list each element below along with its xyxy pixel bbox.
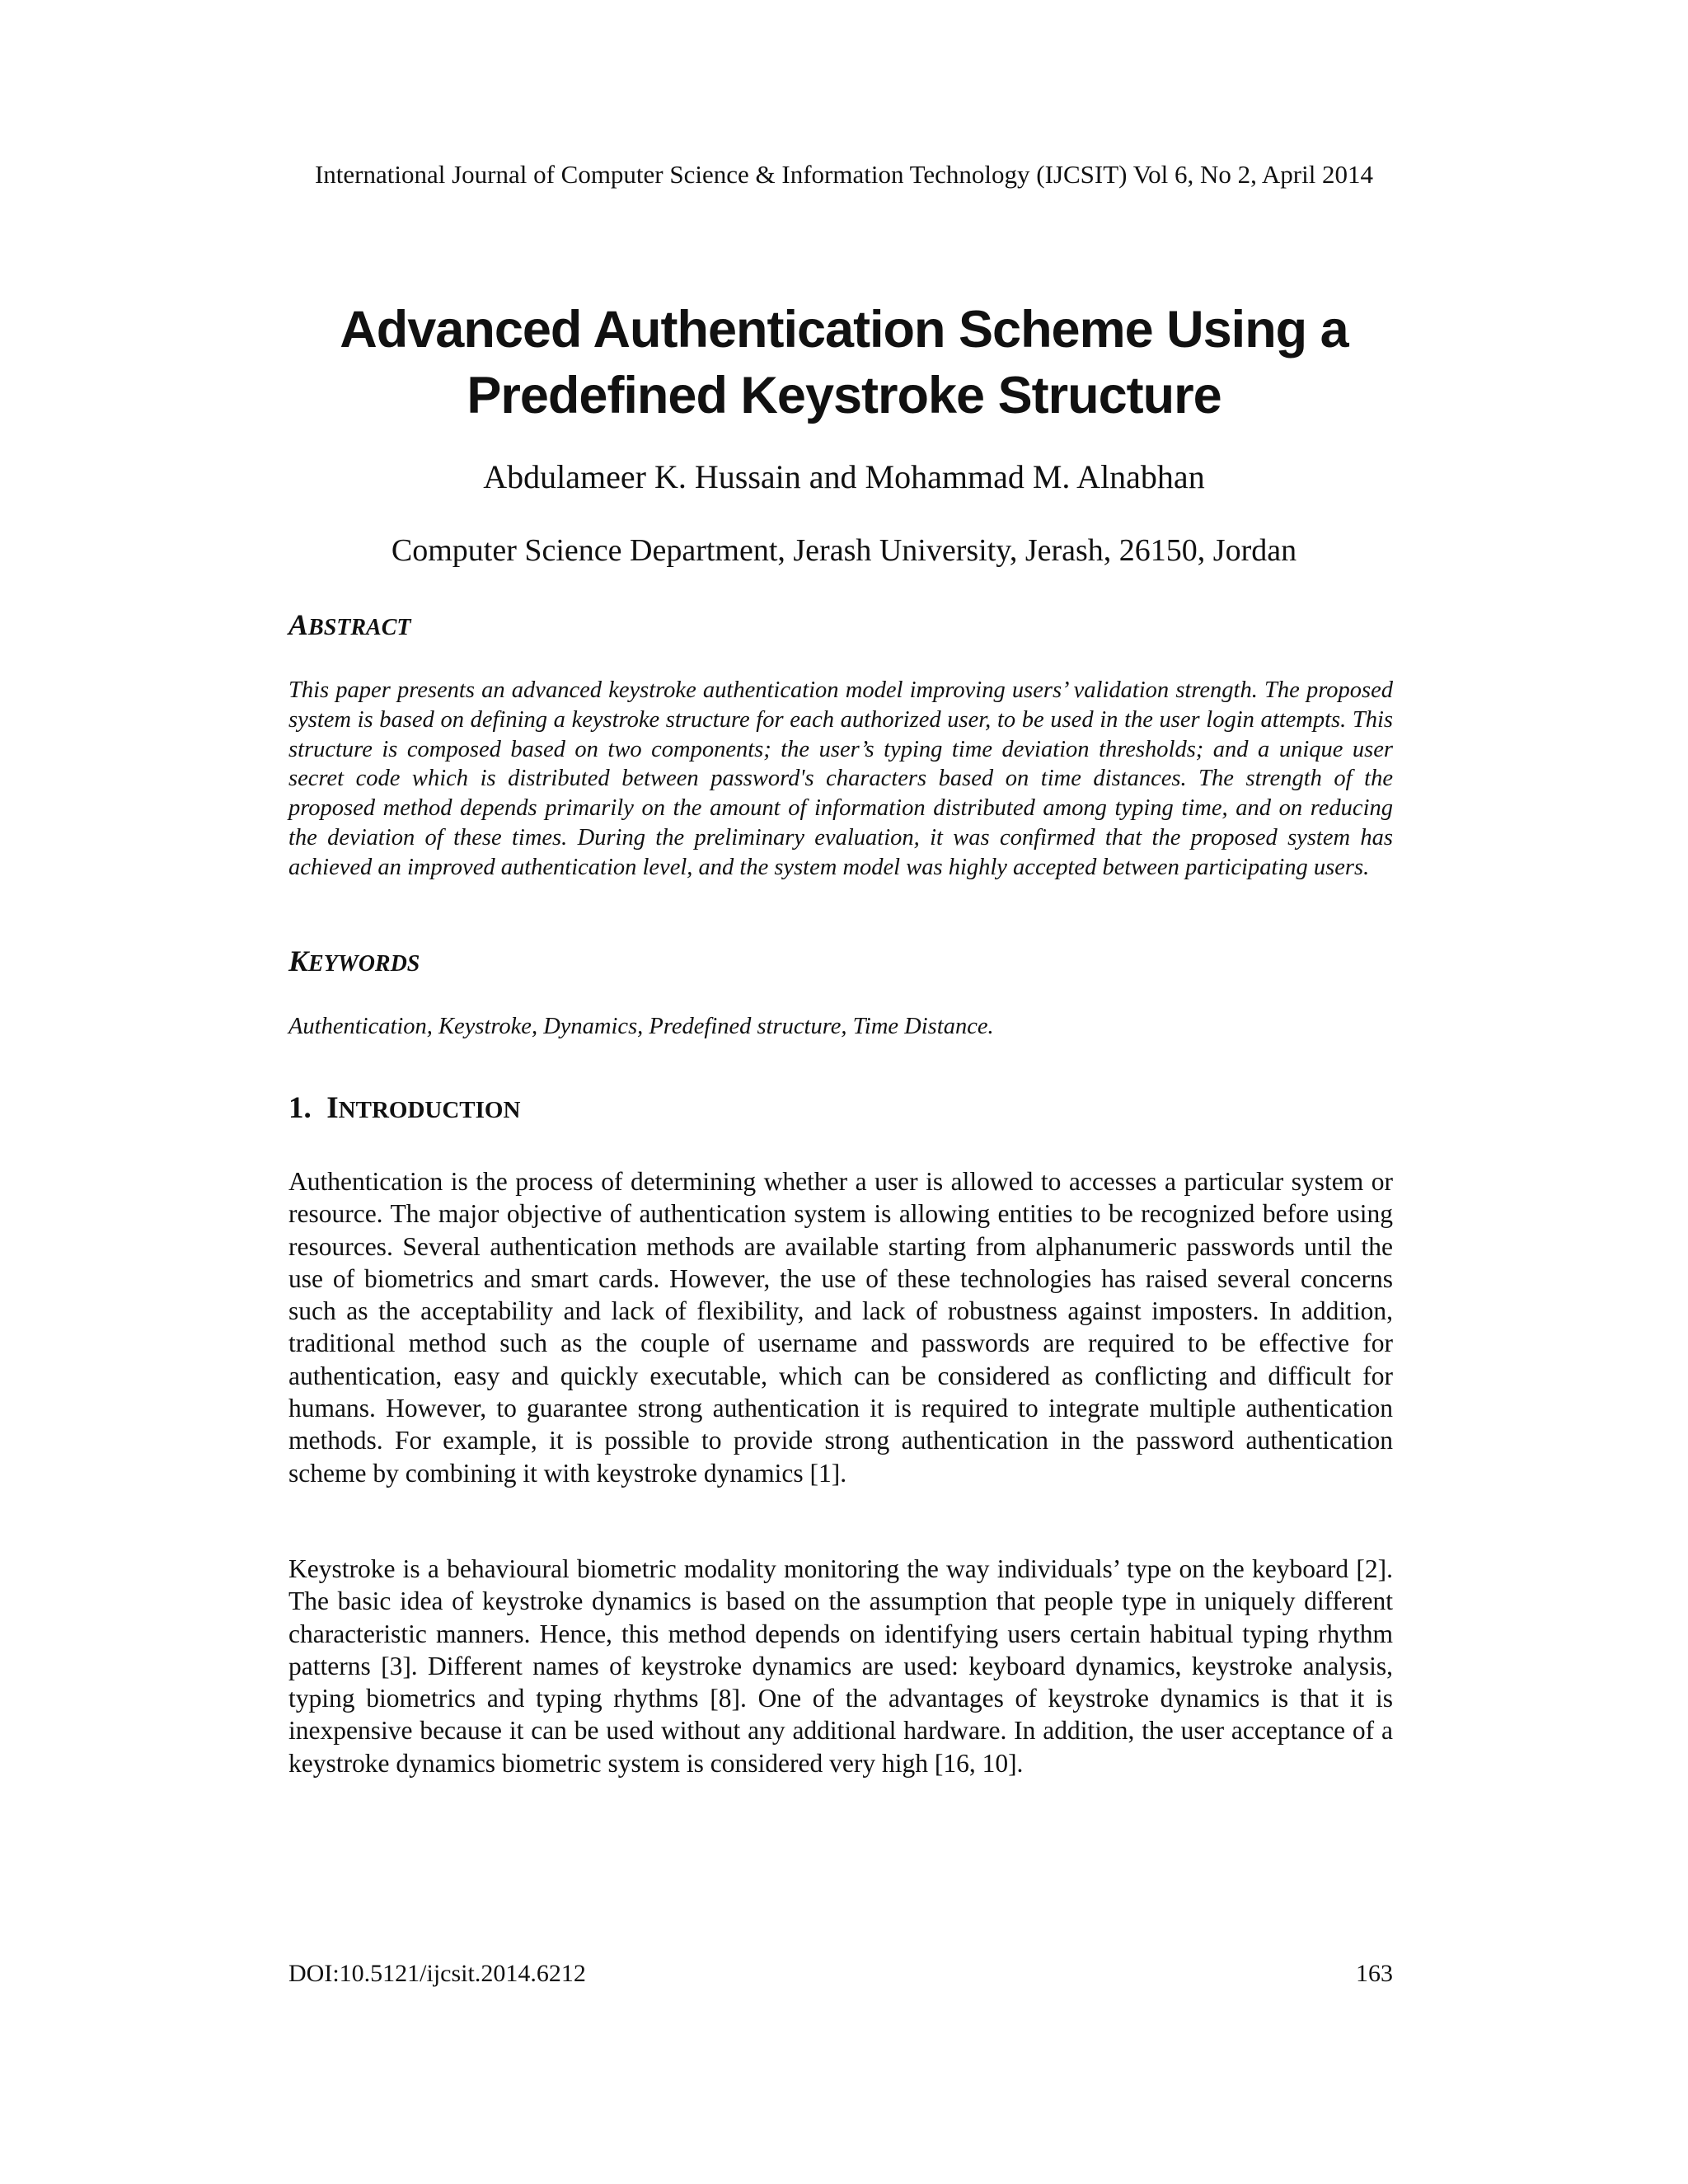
abstract-heading <box>288 607 411 646</box>
footer-doi: DOI:10.5121/ijcsit.2014.6212 <box>288 1960 586 1987</box>
title-line-1: Advanced Authentication Scheme Using a <box>340 301 1348 359</box>
title-line-2: Predefined Keystroke Structure <box>467 367 1221 424</box>
page-number: 163 <box>1356 1960 1393 1987</box>
introduction-heading-rest: NTRODUCTION <box>338 1097 521 1123</box>
keywords-heading-rest: EYWORDS <box>308 951 420 977</box>
running-head: International Journal of Computer Science & Information Technology (IJCSIT) Vol 6, No 2, April 2014 <box>314 160 1374 189</box>
abstract-text: This paper presents an advanced keystroke authentication model improving users’ validation strength. The proposed system is based on defining a keystroke structure for each authorized user, to be used in the user login attempts. This structure is composed based on two components; the user’s typing time deviation thresholds; and a unique user secret code which is distributed between password's characters based on time distances. The strength of the proposed method depends primarily on the amount of information distributed among typing time, and on reducing the deviation of these times. During the preliminary evaluation, it was confirmed that the proposed system has achieved an improved authentication level, and the system model was highly accepted between participating users. <box>288 677 1393 880</box>
introduction-paragraph-1: Authentication is the process of determining whether a user is allowed to accesses a particular system or resource. The major objective of authentication system is allowing entities to be recognized before using resources. Several authentication methods are available starting from alphanumeric passwords until the use of biometrics and smart cards. However, the use of these technologies has raised several concerns such as the acceptability and lack of flexibility, and lack of robustness against imposters. In addition, traditional method such as the couple of username and passwords are required to be effective for authentication, easy and quickly executable, which can be considered as conflicting and difficult for humans. However, to guarantee strong authentication it is required to integrate multiple authentication methods. For example, it is possible to provide strong authentication in the password authentication scheme by combining it with keystroke dynamics [1]. <box>288 1167 1393 1488</box>
introduction-paragraph-2: Keystroke is a behavioural biometric modality monitoring the way individuals’ type on the keyboard [2]. The basic idea of keystroke dynamics is based on the assumption that people type in uniquely different characteristic manners. Hence, this method depends on identifying users certain habitual typing rhythm patterns [3]. Different names of keystroke dynamics are used: keyboard dynamics, keystroke analysis, typing biometrics and typing rhythms [8]. One of the advantages of keystroke dynamics is that it is inexpensive because it can be used without any additional hardware. In addition, the user acceptance of a keystroke dynamics biometric system is considered very high [16, 10]. <box>288 1554 1393 1778</box>
keywords-heading <box>288 943 420 982</box>
abstract-heading-initial: A <box>288 608 309 641</box>
affiliation: Computer Science Department, Jerash University, Jerash, 26150, Jordan <box>391 533 1297 568</box>
abstract-heading-rest: BSTRACT <box>308 615 411 640</box>
authors: Abdulameer K. Hussain and Mohammad M. Alnabhan <box>483 458 1205 495</box>
introduction-heading <box>288 1090 520 1129</box>
keywords-heading-initial: K <box>288 944 309 977</box>
paper-title <box>206 297 1482 429</box>
introduction-heading-initial: I <box>326 1091 339 1125</box>
keywords-text: Authentication, Keystroke, Dynamics, Predefined structure, Time Distance. <box>288 1014 994 1039</box>
section-number: 1. <box>288 1091 312 1125</box>
